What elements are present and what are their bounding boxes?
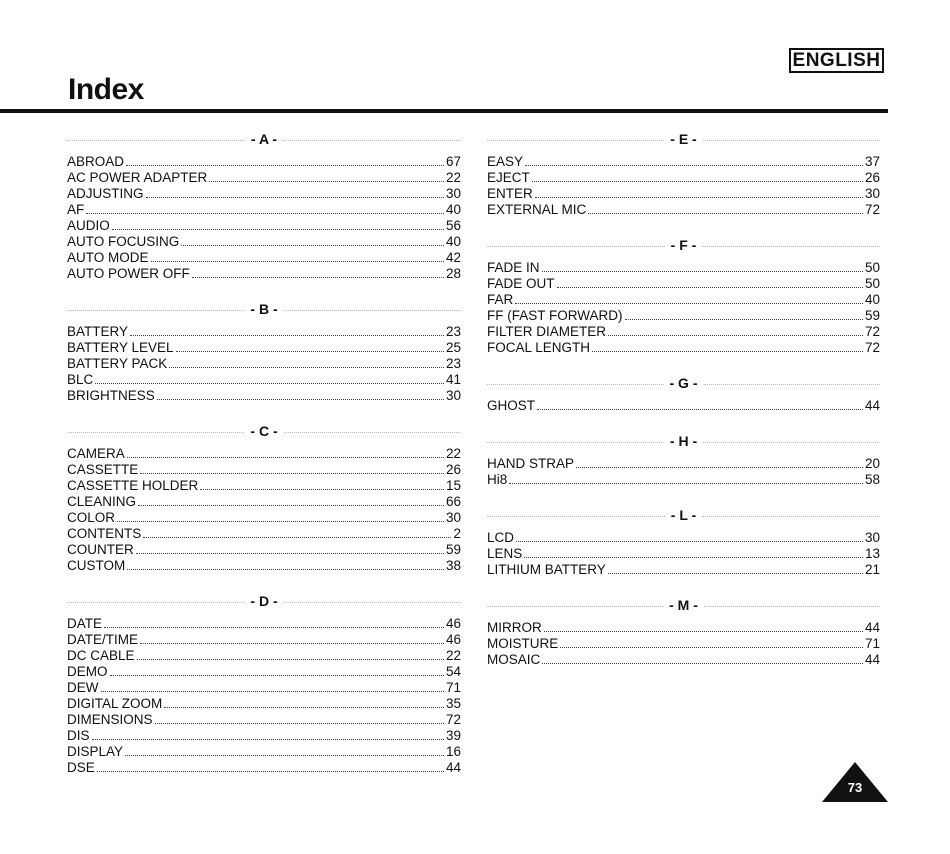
entry-term: MOISTURE [487, 636, 559, 651]
entry-page-number: 38 [445, 558, 461, 573]
dotted-leader [67, 140, 245, 141]
index-entry [67, 170, 461, 186]
entry-page-number: 58 [864, 472, 880, 487]
entry-term: AC POWER ADAPTER [67, 170, 208, 185]
index-entry [67, 388, 461, 404]
index-entry [487, 636, 880, 652]
entry-page-number: 40 [864, 292, 880, 307]
entry-term: AUDIO [67, 218, 110, 233]
entry-term: LENS [487, 546, 523, 561]
dotted-leader [86, 213, 444, 214]
entry-term: CASSETTE HOLDER [67, 478, 199, 493]
section-heading [487, 124, 880, 154]
entry-term: CUSTOM [67, 558, 126, 573]
dotted-leader [125, 755, 444, 756]
entry-term: AUTO POWER OFF [67, 266, 190, 281]
dotted-leader [509, 483, 863, 484]
index-entry [487, 170, 880, 186]
entry-list [67, 324, 461, 404]
dotted-leader [557, 287, 863, 288]
entry-term: DEMO [67, 664, 108, 679]
entry-term: CLEANING [67, 494, 137, 509]
entry-page-number: 23 [445, 356, 461, 371]
dotted-leader [588, 213, 863, 214]
entry-page-number: 44 [445, 760, 461, 775]
index-entry [67, 744, 461, 760]
index-entry [67, 202, 461, 218]
index-entry [487, 562, 880, 578]
index-entry [487, 530, 880, 546]
dotted-leader [130, 335, 444, 336]
entry-page-number: 15 [445, 478, 461, 493]
dotted-leader [126, 165, 444, 166]
page-title: Index [68, 73, 144, 106]
entry-page-number: 30 [445, 388, 461, 403]
section-letter: - B - [250, 301, 278, 317]
index-entry [487, 472, 880, 488]
index-entry [67, 340, 461, 356]
dotted-leader [67, 310, 244, 311]
dotted-leader [209, 181, 444, 182]
index-entry [487, 620, 880, 636]
dotted-leader [67, 432, 244, 433]
dotted-leader [525, 165, 863, 166]
index-entry [487, 154, 880, 170]
page-number: 73 [847, 780, 863, 795]
dotted-leader [487, 516, 665, 517]
entry-list [487, 154, 880, 218]
index-section [67, 586, 461, 776]
entry-page-number: 30 [445, 510, 461, 525]
index-section [487, 230, 880, 356]
dotted-leader [487, 246, 665, 247]
section-heading [67, 124, 461, 154]
index-entry [67, 616, 461, 632]
entry-term: EJECT [487, 170, 530, 185]
index-entry [67, 356, 461, 372]
entry-page-number: 50 [864, 276, 880, 291]
entry-term: DC CABLE [67, 648, 135, 663]
entry-page-number: 46 [445, 632, 461, 647]
entry-page-number: 40 [445, 234, 461, 249]
dotted-leader [117, 521, 444, 522]
index-entry [487, 398, 880, 414]
dotted-leader [516, 541, 863, 542]
entry-page-number: 59 [864, 308, 880, 323]
index-entry [67, 494, 461, 510]
entry-term: AF [67, 202, 85, 217]
index-entry [487, 202, 880, 218]
index-entry [487, 340, 880, 356]
index-column-right [487, 124, 880, 680]
entry-page-number: 46 [445, 616, 461, 631]
entry-list [487, 530, 880, 578]
entry-list [487, 398, 880, 414]
dotted-leader [284, 602, 461, 603]
dotted-leader [703, 442, 880, 443]
index-entry [487, 546, 880, 562]
index-entry [67, 712, 461, 728]
dotted-leader [176, 351, 444, 352]
section-letter: - E - [670, 131, 697, 147]
entry-page-number: 13 [864, 546, 880, 561]
entry-page-number: 20 [864, 456, 880, 471]
dotted-leader [151, 261, 444, 262]
dotted-leader [137, 659, 444, 660]
dotted-leader [283, 140, 461, 141]
dotted-leader [625, 319, 863, 320]
dotted-leader [284, 432, 461, 433]
dotted-leader [487, 384, 664, 385]
index-column-left [67, 124, 461, 788]
section-heading [67, 416, 461, 446]
index-entry [67, 728, 461, 744]
dotted-leader [140, 643, 444, 644]
entry-page-number: 39 [445, 728, 461, 743]
dotted-leader [487, 442, 664, 443]
dotted-leader [112, 229, 444, 230]
dotted-leader [702, 516, 880, 517]
index-entry [67, 510, 461, 526]
page-number-marker [822, 762, 888, 802]
index-entry [67, 266, 461, 282]
dotted-leader [560, 647, 863, 648]
index-entry [67, 186, 461, 202]
entry-term: LITHIUM BATTERY [487, 562, 606, 577]
entry-page-number: 72 [864, 324, 880, 339]
entry-term: ABROAD [67, 154, 125, 169]
entry-term: EASY [487, 154, 524, 169]
entry-term: DIGITAL ZOOM [67, 696, 163, 711]
section-heading [67, 586, 461, 616]
section-heading [487, 426, 880, 456]
entry-list [487, 620, 880, 668]
index-entry [67, 462, 461, 478]
entry-term: BATTERY PACK [67, 356, 168, 371]
dotted-leader [704, 606, 880, 607]
entry-page-number: 54 [445, 664, 461, 679]
entry-page-number: 44 [864, 398, 880, 413]
index-entry [67, 542, 461, 558]
entry-term: ADJUSTING [67, 186, 144, 201]
dotted-leader [67, 602, 244, 603]
dotted-leader [169, 367, 444, 368]
entry-term: DATE/TIME [67, 632, 139, 647]
section-letter: - M - [669, 597, 698, 613]
dotted-leader [537, 409, 863, 410]
dotted-leader [284, 310, 461, 311]
dotted-leader [542, 271, 863, 272]
entry-page-number: 22 [445, 648, 461, 663]
dotted-leader [155, 723, 444, 724]
index-section [487, 500, 880, 578]
dotted-leader [532, 181, 863, 182]
entry-term: AUTO FOCUSING [67, 234, 180, 249]
entry-page-number: 72 [864, 340, 880, 355]
index-entry [67, 446, 461, 462]
dotted-leader [104, 627, 444, 628]
index-section [487, 426, 880, 488]
dotted-leader [143, 537, 451, 538]
entry-page-number: 2 [453, 526, 461, 541]
entry-page-number: 59 [445, 542, 461, 557]
index-entry [67, 696, 461, 712]
entry-term: FADE IN [487, 260, 540, 275]
entry-page-number: 26 [864, 170, 880, 185]
index-entry [67, 372, 461, 388]
entry-list [67, 154, 461, 282]
entry-page-number: 56 [445, 218, 461, 233]
entry-page-number: 37 [864, 154, 880, 169]
entry-term: FILTER DIAMETER [487, 324, 607, 339]
entry-list [487, 456, 880, 488]
entry-page-number: 67 [445, 154, 461, 169]
dotted-leader [535, 197, 863, 198]
dotted-leader [200, 489, 444, 490]
entry-page-number: 26 [445, 462, 461, 477]
index-entry [67, 680, 461, 696]
entry-list [67, 616, 461, 776]
entry-term: BLC [67, 372, 94, 387]
index-section [487, 590, 880, 668]
dotted-leader [101, 691, 444, 692]
index-entry [67, 154, 461, 170]
entry-page-number: 42 [445, 250, 461, 265]
entry-term: DIS [67, 728, 90, 743]
entry-page-number: 41 [445, 372, 461, 387]
entry-term: DATE [67, 616, 103, 631]
index-entry [67, 664, 461, 680]
entry-page-number: 21 [864, 562, 880, 577]
section-heading [487, 500, 880, 530]
entry-page-number: 28 [445, 266, 461, 281]
entry-term: BATTERY LEVEL [67, 340, 174, 355]
dotted-leader [92, 739, 444, 740]
entry-term: COLOR [67, 510, 116, 525]
dotted-leader [95, 383, 444, 384]
index-section [487, 124, 880, 218]
dotted-leader [146, 197, 444, 198]
section-letter: - F - [670, 237, 697, 253]
index-entry [487, 324, 880, 340]
index-entry [67, 478, 461, 494]
title-divider [0, 109, 888, 113]
dotted-leader [702, 246, 880, 247]
index-entry [487, 308, 880, 324]
index-entry [67, 218, 461, 234]
dotted-leader [704, 384, 881, 385]
entry-page-number: 25 [445, 340, 461, 355]
dotted-leader [140, 473, 444, 474]
dotted-leader [703, 140, 880, 141]
entry-term: DEW [67, 680, 99, 695]
entry-page-number: 71 [864, 636, 880, 651]
index-section [67, 124, 461, 282]
section-heading [487, 368, 880, 398]
dotted-leader [164, 707, 444, 708]
entry-term: ENTER [487, 186, 533, 201]
section-letter: - G - [669, 375, 698, 391]
entry-page-number: 72 [864, 202, 880, 217]
entry-page-number: 30 [864, 186, 880, 201]
section-letter: - D - [250, 593, 278, 609]
dotted-leader [127, 569, 444, 570]
entry-term: EXTERNAL MIC [487, 202, 587, 217]
dotted-leader [542, 663, 863, 664]
index-section [67, 294, 461, 404]
entry-term: FOCAL LENGTH [487, 340, 591, 355]
dotted-leader [110, 675, 444, 676]
dotted-leader [487, 140, 664, 141]
entry-term: COUNTER [67, 542, 134, 557]
entry-term: DSE [67, 760, 95, 775]
index-entry [487, 456, 880, 472]
dotted-leader [192, 277, 444, 278]
entry-page-number: 44 [864, 652, 880, 667]
entry-page-number: 66 [445, 494, 461, 509]
dotted-leader [608, 335, 863, 336]
index-entry [67, 324, 461, 340]
entry-page-number: 30 [864, 530, 880, 545]
entry-page-number: 35 [445, 696, 461, 711]
entry-term: DISPLAY [67, 744, 124, 759]
entry-term: LCD [487, 530, 515, 545]
dotted-leader [544, 631, 863, 632]
dotted-leader [608, 573, 863, 574]
dotted-leader [515, 303, 863, 304]
section-heading [487, 230, 880, 260]
entry-term: CASSETTE [67, 462, 139, 477]
entry-term: CONTENTS [67, 526, 142, 541]
section-letter: - C - [250, 423, 278, 439]
index-entry [67, 558, 461, 574]
dotted-leader [97, 771, 444, 772]
index-section [67, 416, 461, 574]
section-heading [487, 590, 880, 620]
index-entry [67, 234, 461, 250]
dotted-leader [181, 245, 444, 246]
index-entry [67, 526, 461, 542]
index-entry [487, 260, 880, 276]
index-entry [67, 648, 461, 664]
entry-term: MOSAIC [487, 652, 541, 667]
entry-page-number: 40 [445, 202, 461, 217]
dotted-leader [136, 553, 444, 554]
entry-term: FF (FAST FORWARD) [487, 308, 623, 323]
entry-term: BATTERY [67, 324, 129, 339]
entry-term: HAND STRAP [487, 456, 575, 471]
dotted-leader [138, 505, 444, 506]
section-letter: - L - [670, 507, 697, 523]
entry-page-number: 16 [445, 744, 461, 759]
entry-term: FADE OUT [487, 276, 555, 291]
entry-term: CAMERA [67, 446, 125, 461]
dotted-leader [524, 557, 863, 558]
entry-page-number: 22 [445, 446, 461, 461]
dotted-leader [592, 351, 863, 352]
entry-page-number: 50 [864, 260, 880, 275]
entry-term: MIRROR [487, 620, 542, 635]
section-heading [67, 294, 461, 324]
section-letter: - A - [250, 131, 278, 147]
dotted-leader [576, 467, 863, 468]
dotted-leader [127, 457, 444, 458]
index-entry [67, 760, 461, 776]
entry-term: Hi8 [487, 472, 508, 487]
entry-page-number: 72 [445, 712, 461, 727]
entry-page-number: 44 [864, 620, 880, 635]
entry-term: AUTO MODE [67, 250, 149, 265]
entry-page-number: 22 [445, 170, 461, 185]
language-badge: ENGLISH [789, 48, 884, 73]
index-entry [67, 632, 461, 648]
index-entry [487, 652, 880, 668]
index-entry [67, 250, 461, 266]
index-entry [487, 186, 880, 202]
section-letter: - H - [669, 433, 698, 449]
dotted-leader [157, 399, 444, 400]
entry-term: FAR [487, 292, 514, 307]
index-section [487, 368, 880, 414]
entry-page-number: 23 [445, 324, 461, 339]
entry-term: DIMENSIONS [67, 712, 153, 727]
dotted-leader [487, 606, 663, 607]
entry-page-number: 30 [445, 186, 461, 201]
entry-list [487, 260, 880, 356]
index-entry [487, 276, 880, 292]
entry-term: GHOST [487, 398, 536, 413]
index-entry [487, 292, 880, 308]
entry-term: BRIGHTNESS [67, 388, 155, 403]
entry-page-number: 71 [445, 680, 461, 695]
entry-list [67, 446, 461, 574]
